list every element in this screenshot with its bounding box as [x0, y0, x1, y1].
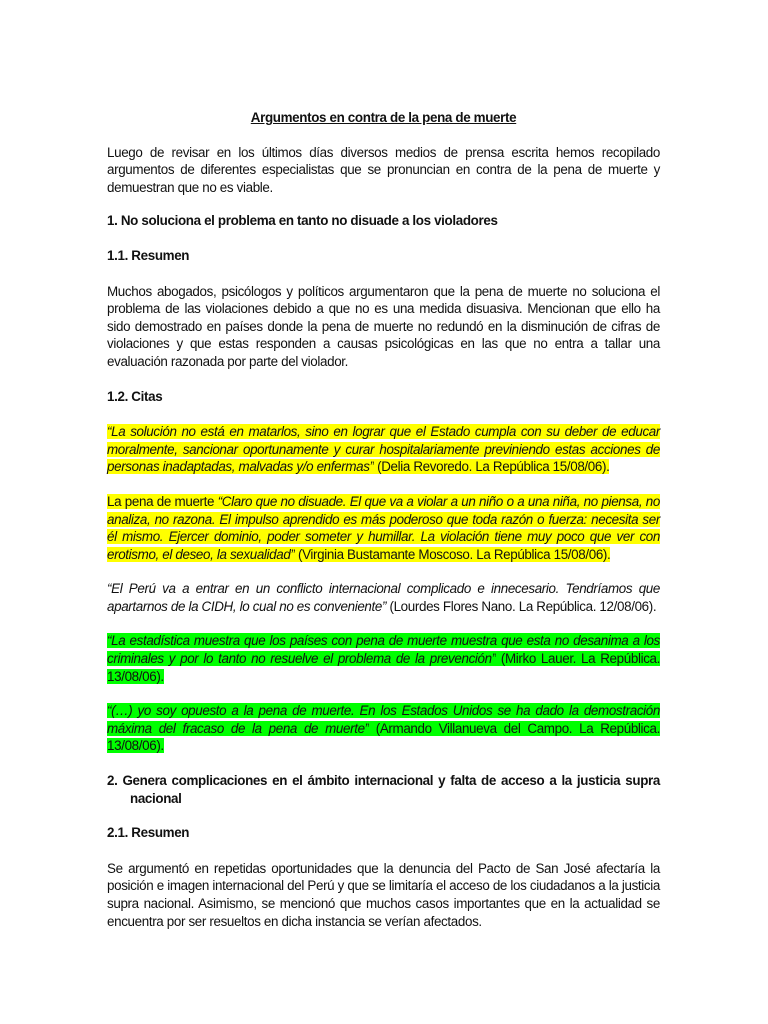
section-1-2-heading: 1.2. Citas	[107, 388, 163, 404]
section-2-1-summary: Se argumentó en repetidas oportunidades que la denuncia del Pacto de San José afectaría la posición e imagen internacional del Perú y que se limitaría el acceso de los ciudadanos a la justicia supra nacional. Asimismo, se mencionó que muchos casos importantes que en la actualidad se encuentra por ser resueltos en dicha instancia se verían afectados.	[107, 860, 660, 929]
section-1-1-heading: 1.1. Resumen	[107, 247, 190, 263]
quote-text: “La solución no está en matarlos, sino en lograr que el Estado cumpla con su deber de educar moralmente, sancionar oportunamente y curar hospitalariamente previniendo estas acciones de personas inadaptadas, malvadas y/o enfermas”	[107, 424, 660, 475]
quote-source: (Armando Villanueva del Campo. La República. 13/08/06).	[107, 720, 660, 754]
quote-paragraph	[107, 702, 660, 755]
quote-text: “La estadística muestra que los países con pena de muerte muestra que esta no desanima a los criminales y por lo tanto no resuelve el problema de la prevención”	[107, 633, 660, 667]
section-1-heading: 1. No soluciona el problema en tanto no disuade a los violadores	[107, 213, 498, 229]
quote-source: (Delia Revoredo. La República 15/08/06).	[373, 459, 610, 475]
quote-text: “El Perú va a entrar en un conflicto internacional complicado e innecesario. Tendríamos que apartarnos de la CIDH, lo cual no es conveniente”	[107, 581, 660, 614]
section-2-heading: 2. Genera complicaciones en el ámbito internacional y falta de acceso a la justicia supra nacional	[107, 773, 660, 806]
quote-paragraph	[107, 493, 660, 563]
quote-source: (Mirko Lauer. La República. 13/08/06).	[107, 651, 661, 684]
quote-paragraph	[107, 423, 660, 476]
quote-source: (Virginia Bustamante Moscoso. La República 15/08/06).	[294, 546, 611, 562]
section-1-1-summary: Muchos abogados, psicólogos y políticos argumentaron que la pena de muerte no soluciona el problema de las violaciones debido a que no es una medida disuasiva. Mencionan que ello ha sido demostrado en países donde la pena de muerte no redundó en la disminución de cifras de violaciones y que estas responden a causas psicológicas en las que no entra a tallar una evaluación razonada por parte del violador.	[107, 283, 660, 369]
quote-paragraph	[107, 632, 660, 685]
quote-source: (Lourdes Flores Nano. La República. 12/08/06).	[386, 598, 657, 614]
quote-lead: La pena de muerte	[107, 493, 218, 509]
intro-paragraph: Luego de revisar en los últimos días diversos medios de prensa escrita hemos recopilado argumentos de diferentes especialistas que se pronuncian en contra de la pena de muerte y demuestran que no es viable.	[107, 144, 660, 195]
quote-paragraph	[107, 580, 660, 615]
quote-text: “(…) yo soy opuesto a la pena de muerte. En los Estados Unidos se ha dado la demostración máxima del fracaso de la pena de muerte”	[107, 703, 660, 736]
section-2-1-heading: 2.1. Resumen	[107, 825, 190, 841]
document-title: Argumentos en contra de la pena de muerte	[250, 110, 517, 125]
quote-text: “Claro que no disuade. El que va a violar a un niño o a una niña, no piensa, no analiza, no razona. El impulso aprendido es más poderoso que toda razón o fuerza: necesita ser él mismo. Ejercer dominio, poder someter y humillar. La violación tiene muy poco que ver con erotismo, el deseo, la sexualidad”	[107, 493, 660, 562]
